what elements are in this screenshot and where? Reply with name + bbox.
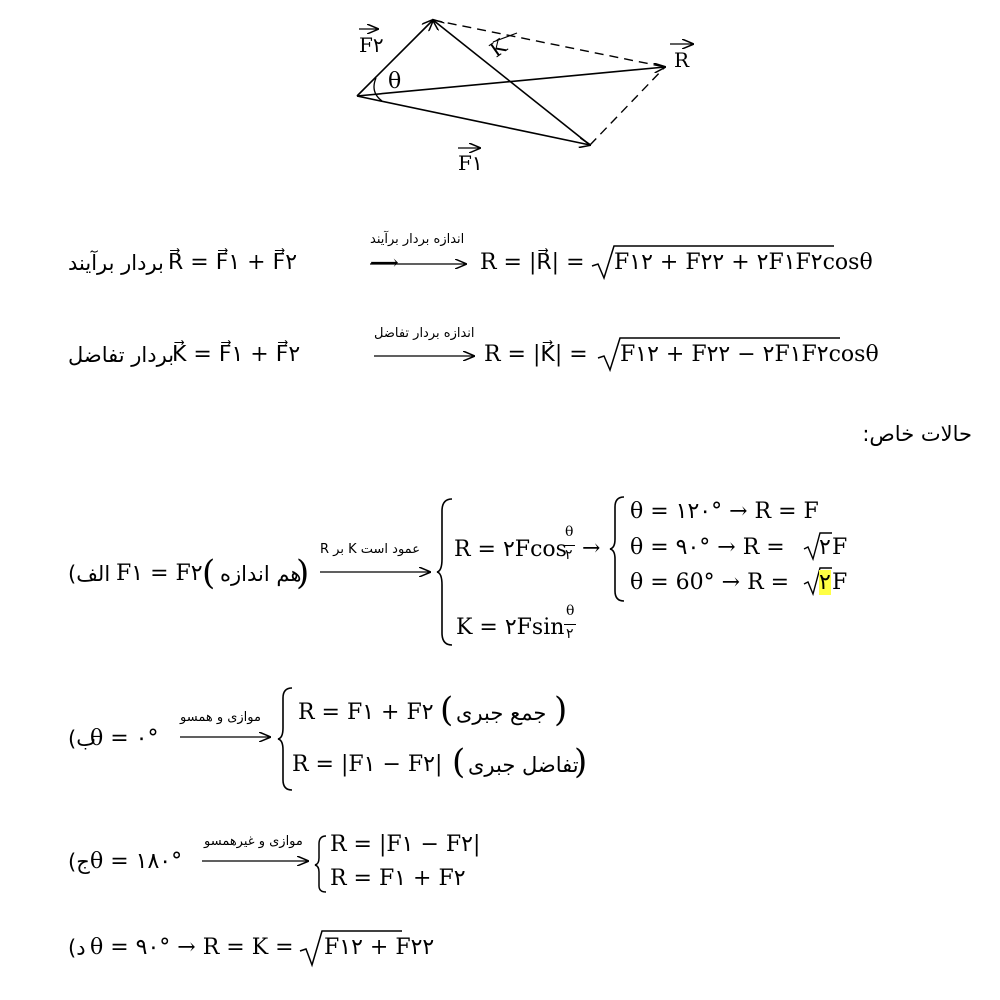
- case-c-r2: R = F۱ + F۲: [330, 866, 466, 891]
- case-a-k: K = ۲Fsin: [456, 615, 565, 640]
- label-k: K: [485, 33, 512, 63]
- difference-magnitude: R = |K⃗| =: [484, 342, 588, 367]
- difference-label: بردار تفاضل: [68, 343, 175, 367]
- difference-arrow-label: اندازه بردار تفاضل: [374, 326, 475, 341]
- case-a-paren: هم اندازه: [220, 562, 302, 586]
- case-a-sub1: θ = ۱۲۰° → R = F: [630, 499, 819, 524]
- case-a-sub3: θ = 60° → R =: [630, 570, 790, 595]
- resultant-formula: [68, 232, 873, 284]
- angle-arc: [374, 78, 382, 101]
- case-a-sub2: θ = ۹۰° → R =: [630, 535, 785, 560]
- label-f1: F۱: [458, 151, 483, 175]
- label-theta: θ: [388, 69, 402, 94]
- case-a-r: R = ۲Fcos: [454, 537, 567, 562]
- vector-diagram: [0, 0, 1000, 200]
- case-c: [68, 830, 488, 895]
- case-c-r1: R = |F۱ − F۲|: [330, 832, 481, 857]
- special-cases-heading: حالات خاص:: [862, 422, 972, 446]
- case-c-arrow-label: موازی و غیرهمسو: [204, 834, 303, 849]
- case-b-r1-paren: جمع جبری: [456, 701, 547, 725]
- case-b-r2: R = |F۱ − F۲|: [292, 752, 443, 777]
- case-a-equation: F۱ = F۲: [116, 561, 203, 586]
- resultant-label: بردار برآیند: [68, 251, 164, 275]
- vector-f1: [357, 96, 590, 145]
- case-a: الف) F۱ = F۲ ( هم اندازه ) R بر K عمود است R = ۲Fcos θ ۲ → K = ۲Fsin θ ۲ θ = ۱۲۰° → R = F θ = ۹۰° → R = ۲ F θ = 60° → R = ۲ F: [68, 495, 868, 650]
- dashed-bottom: [590, 67, 665, 145]
- case-d-root: F۱۲ + F۲۲: [324, 935, 435, 960]
- long-arrow: ⟶: [370, 250, 399, 274]
- resultant-sum: R⃗ = F⃗۱ + F⃗۲: [168, 250, 298, 275]
- case-b-arrow-label: موازی و همسو: [180, 710, 261, 725]
- resultant-arrow-label: اندازه بردار برآیند: [370, 232, 465, 247]
- case-d-equation: θ = ۹۰° → R = K =: [90, 935, 294, 960]
- case-b-r2-paren: تفاضل جبری: [468, 753, 579, 777]
- brace: [314, 834, 330, 894]
- case-a-label: الف): [68, 562, 111, 586]
- case-b: ب) θ = ۰° موازی و همسو R = F۱ + F۲ ( جمع جبری ) R = |F۱ − F۲| ( تفاضل جبری ): [68, 686, 628, 796]
- dashed-top: [433, 20, 665, 67]
- resultant-magnitude: R = |R⃗| =: [480, 250, 585, 275]
- case-c-label: ج): [68, 850, 90, 874]
- difference-root: F۱۲ + F۲۲ − ۲F۱F۲cosθ: [620, 342, 879, 367]
- brace: [436, 497, 456, 647]
- difference-sum: K⃗ = F⃗۱ + F⃗۲: [172, 342, 301, 367]
- difference-formula: [68, 326, 879, 376]
- label-r: R: [674, 48, 690, 72]
- resultant-root: F۱۲ + F۲۲ + ۲F۱F۲cosθ: [614, 250, 873, 275]
- case-b-label: ب): [68, 727, 96, 751]
- case-d-label: د): [68, 936, 86, 960]
- case-c-equation: θ = ۱۸۰°: [90, 849, 183, 874]
- case-d: [68, 928, 435, 973]
- case-b-r1: R = F۱ + F۲: [298, 700, 434, 725]
- case-b-equation: θ = ۰°: [90, 726, 159, 751]
- label-f2: F۲: [359, 33, 384, 57]
- vector-k: [433, 20, 590, 145]
- brace-sub: [608, 495, 628, 603]
- case-a-arrow-label: R بر K عمود است: [320, 542, 420, 557]
